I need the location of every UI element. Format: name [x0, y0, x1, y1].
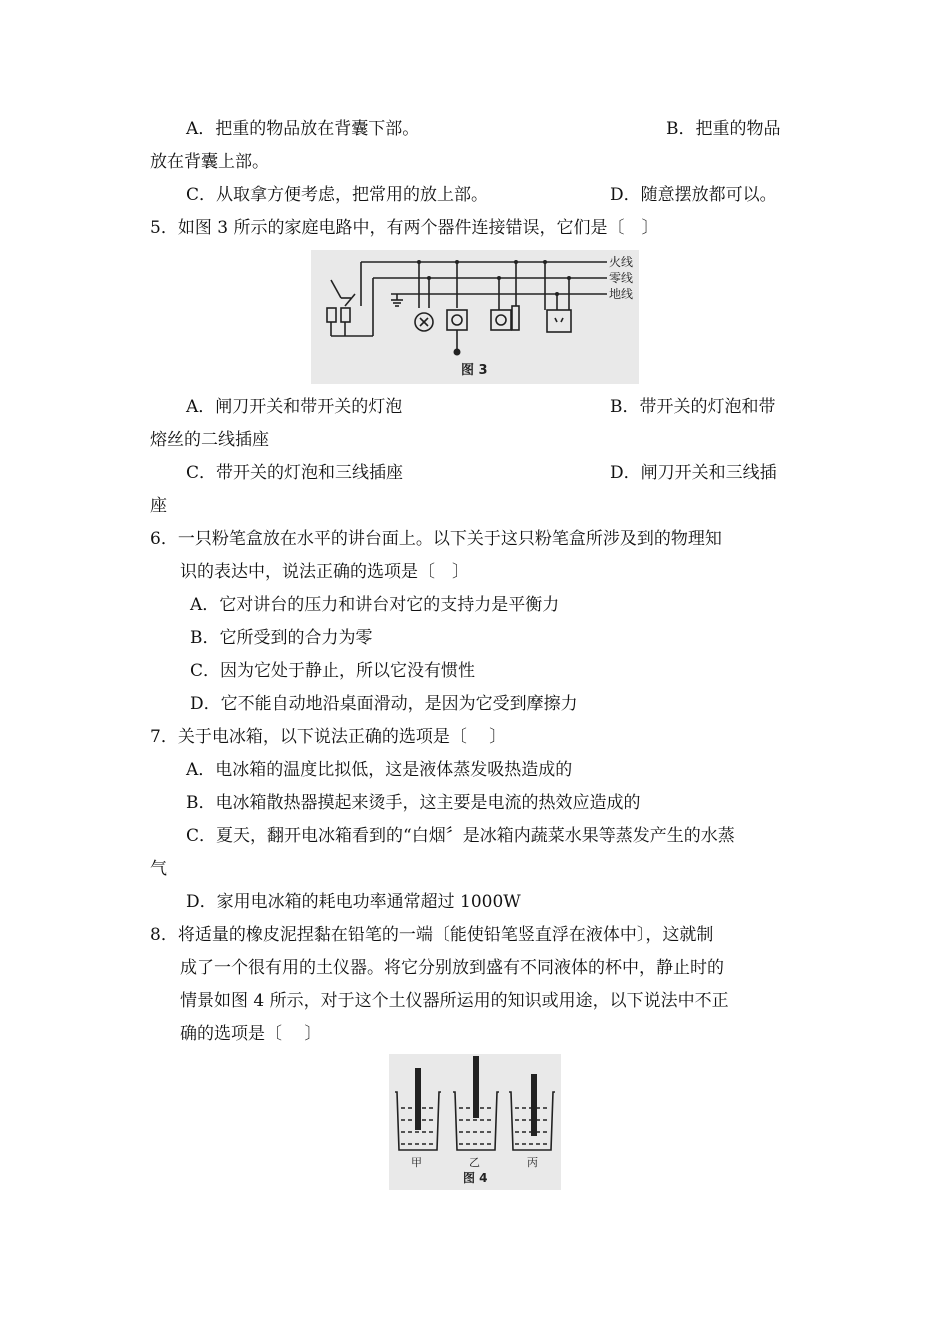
wire-label-ground: 地线 [609, 287, 634, 301]
q5-option-b: B．带开关的灯泡和带 [610, 397, 776, 417]
wire-label-neutral: 零线 [609, 271, 634, 285]
q7-stem: 7．关于电冰箱，以下说法正确的选项是〔 〕 [150, 727, 507, 747]
q8-stem-continued-2: 情景如图 4 所示，对于这个土仪器所运用的知识或用途，以下说法中不正 [180, 991, 729, 1011]
q6-option-b: B．它所受到的合力为零 [190, 628, 373, 648]
q6-stem-continued: 识的表达中，说法正确的选项是〔 〕 [180, 562, 469, 582]
q4-option-b: B．把重的物品 [666, 119, 781, 139]
cup-label-bing: 丙 [527, 1156, 538, 1169]
q4-option-b-continued: 放在背囊上部。 [150, 152, 269, 172]
q7-option-c: C．夏天，翻开电冰箱看到的“白烟〞是冰箱内蔬菜水果等蒸发产生的水蒸 [186, 826, 735, 846]
q4-option-c: C．从取拿方便考虑，把常用的放上部。 [186, 185, 489, 205]
q5-stem: 5．如图 3 所示的家庭电路中，有两个器件连接错误，它们是〔 〕 [150, 218, 659, 238]
q5-option-d-continued: 座 [150, 496, 167, 516]
q7-option-b: B．电冰箱散热器摸起来烫手，这主要是电流的热效应造成的 [186, 793, 641, 813]
q7-option-a: A．电冰箱的温度比拟低，这是液体蒸发吸热造成的 [186, 760, 573, 780]
q4-option-a: A．把重的物品放在背囊下部。 [186, 119, 420, 139]
cup-label-yi: 乙 [469, 1156, 480, 1169]
figure-3-circuit [311, 250, 639, 384]
q6-option-a: A．它对讲台的压力和讲台对它的支持力是平衡力 [190, 595, 560, 615]
q6-stem: 6．一只粉笔盒放在水平的讲台面上。以下关于这只粉笔盒所涉及到的物理知 [150, 529, 722, 549]
q7-option-d: D．家用电冰箱的耗电功率通常超过 1000W [186, 892, 521, 912]
wire-label-live: 火线 [609, 255, 634, 269]
figure-4-caption: 图 4 [463, 1171, 488, 1185]
q4-option-d: D．随意摆放都可以。 [610, 185, 777, 205]
q5-option-b-continued: 熔丝的二线插座 [150, 430, 269, 450]
q5-option-a: A．闸刀开关和带开关的灯泡 [186, 397, 403, 417]
figure-3-caption: 图 3 [461, 363, 488, 378]
q6-option-c: C．因为它处于静止，所以它没有惯性 [190, 661, 476, 681]
q8-stem: 8．将适量的橡皮泥捏黏在铅笔的一端〔能使铅笔竖直浮在液体中〕，这就制 [150, 925, 714, 945]
figure-4-hydrometer [389, 1054, 561, 1190]
q6-option-d: D．它不能自动地沿桌面滑动，是因为它受到摩擦力 [190, 694, 578, 714]
q7-option-c-continued: 气 [150, 859, 167, 879]
q5-option-c: C．带开关的灯泡和三线插座 [186, 463, 404, 483]
q8-stem-continued-1: 成了一个很有用的土仪器。将它分别放到盛有不同液体的杯中，静止时的 [180, 958, 724, 978]
q5-option-d: D．闸刀开关和三线插 [610, 463, 777, 483]
cup-label-jia: 甲 [411, 1156, 422, 1169]
q8-stem-continued-3: 确的选项是〔 〕 [180, 1024, 322, 1044]
